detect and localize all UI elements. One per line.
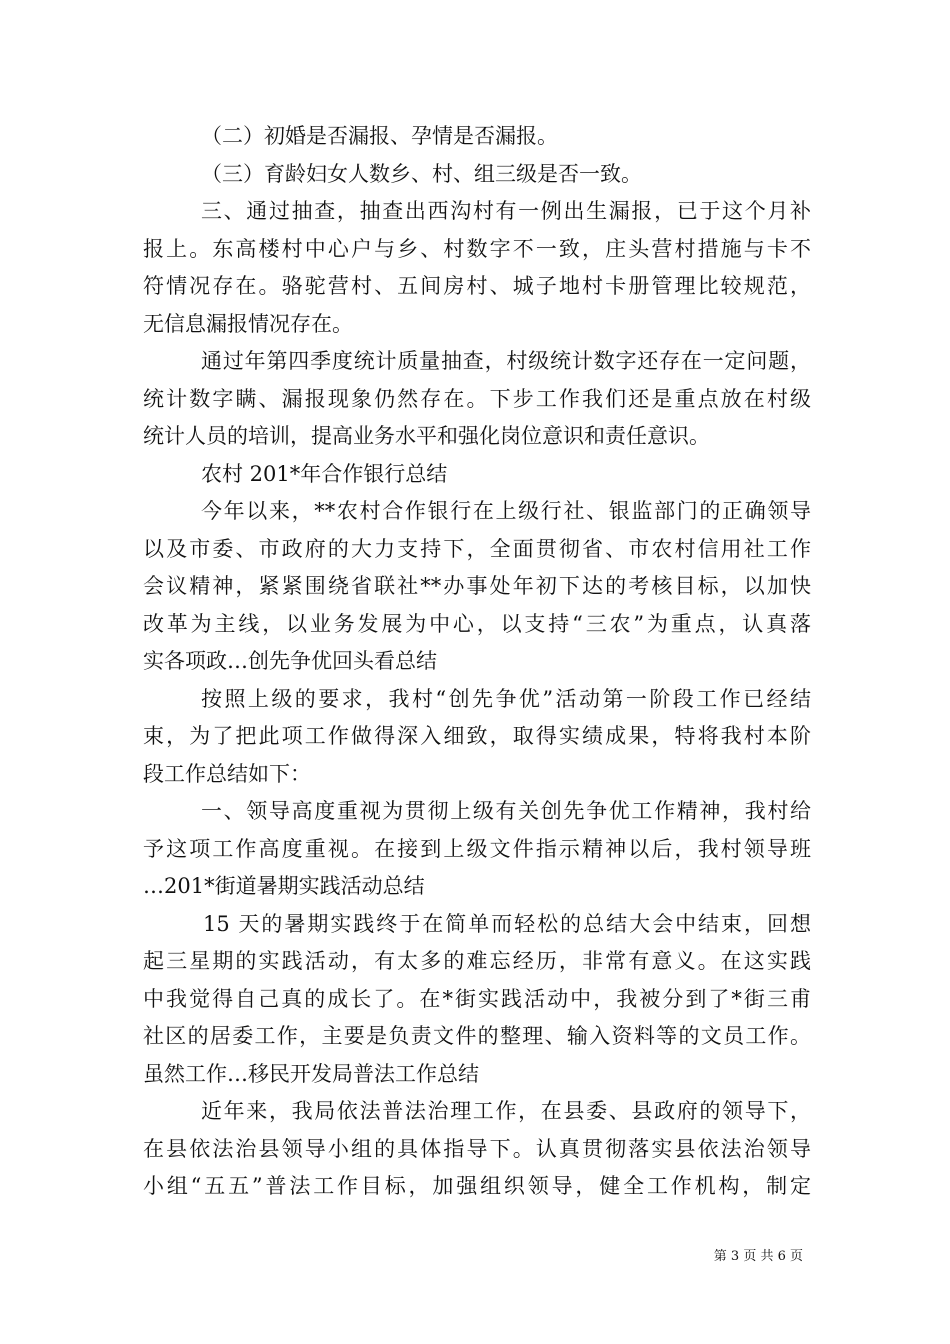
text-line: 通过年第四季度统计质量抽查，村级统计数字还存在一定问题， — [201, 349, 811, 373]
text-line: 小组“五五”普法工作目标，加强组织领导，健全工作机构，制定 — [143, 1174, 811, 1198]
text-line: 统计数字瞒、漏报现象仍然存在。下步工作我们还是重点放在村级 — [143, 386, 811, 411]
text-line: 15 天的暑期实践终于在简单而轻松的总结大会中结束，回想 — [203, 911, 811, 936]
document-body — [143, 118, 811, 1206]
text-line: 实各项政…创先争优回头看总结 — [143, 649, 437, 673]
text-line: （三）育龄妇女人数乡、村、组三级是否一致。 — [201, 161, 642, 186]
text-line: 中我觉得自己真的成长了。在*街实践活动中，我被分到了*街三甫 — [143, 986, 811, 1011]
text-line: 改革为主线，以业务发展为中心，以支持“三农”为重点，认真落 — [143, 611, 811, 636]
text-line: 近年来，我局依法普法治理工作，在县委、县政府的领导下， — [201, 1099, 811, 1123]
text-line: 段工作总结如下： — [143, 761, 311, 786]
text-line: 社区的居委工作，主要是负责文件的整理、输入资料等的文员工作。 — [143, 1024, 811, 1048]
text-line: 报上。东高楼村中心户与乡、村数字不一致，庄头营村措施与卡不 — [143, 236, 811, 261]
text-line: 今年以来，**农村合作银行在上级行社、银监部门的正确领导 — [201, 499, 811, 523]
text-line: 无信息漏报情况存在。 — [143, 311, 353, 336]
text-line: 以及市委、市政府的大力支持下，全面贯彻省、市农村信用社工作 — [143, 536, 811, 561]
text-line: 虽然工作…移民开发局普法工作总结 — [143, 1061, 479, 1086]
text-line: 统计人员的培训，提高业务水平和强化岗位意识和责任意识。 — [143, 424, 710, 448]
text-line: …201*街道暑期实践活动总结 — [143, 874, 425, 898]
text-line: 符情况存在。骆驼营村、五间房村、城子地村卡册管理比较规范， — [143, 274, 811, 298]
text-line: 按照上级的要求，我村“创先争优”活动第一阶段工作已经结 — [201, 686, 811, 711]
text-line: 起三星期的实践活动，有太多的难忘经历，非常有意义。在这实践 — [143, 949, 811, 973]
text-line: 三、通过抽查，抽查出西沟村有一例出生漏报，已于这个月补 — [201, 199, 811, 223]
section-heading: 农村 201*年合作银行总结 — [201, 461, 448, 486]
text-line: 束，为了把此项工作做得深入细致，取得实绩成果，特将我村本阶 — [143, 724, 811, 748]
text-line: 在县依法治县领导小组的具体指导下。认真贯彻落实县依法治领导 — [143, 1136, 811, 1161]
page-number: 第 3 页 共 6 页 — [713, 1249, 803, 1264]
text-line: （二）初婚是否漏报、孕情是否漏报。 — [201, 124, 558, 148]
text-line: 一、领导高度重视为贯彻上级有关创先争优工作精神，我村给 — [201, 799, 811, 823]
text-line: 予这项工作高度重视。在接到上级文件指示精神以后，我村领导班 — [143, 836, 811, 861]
text-line: 会议精神，紧紧围绕省联社**办事处年初下达的考核目标，以加快 — [143, 574, 811, 598]
